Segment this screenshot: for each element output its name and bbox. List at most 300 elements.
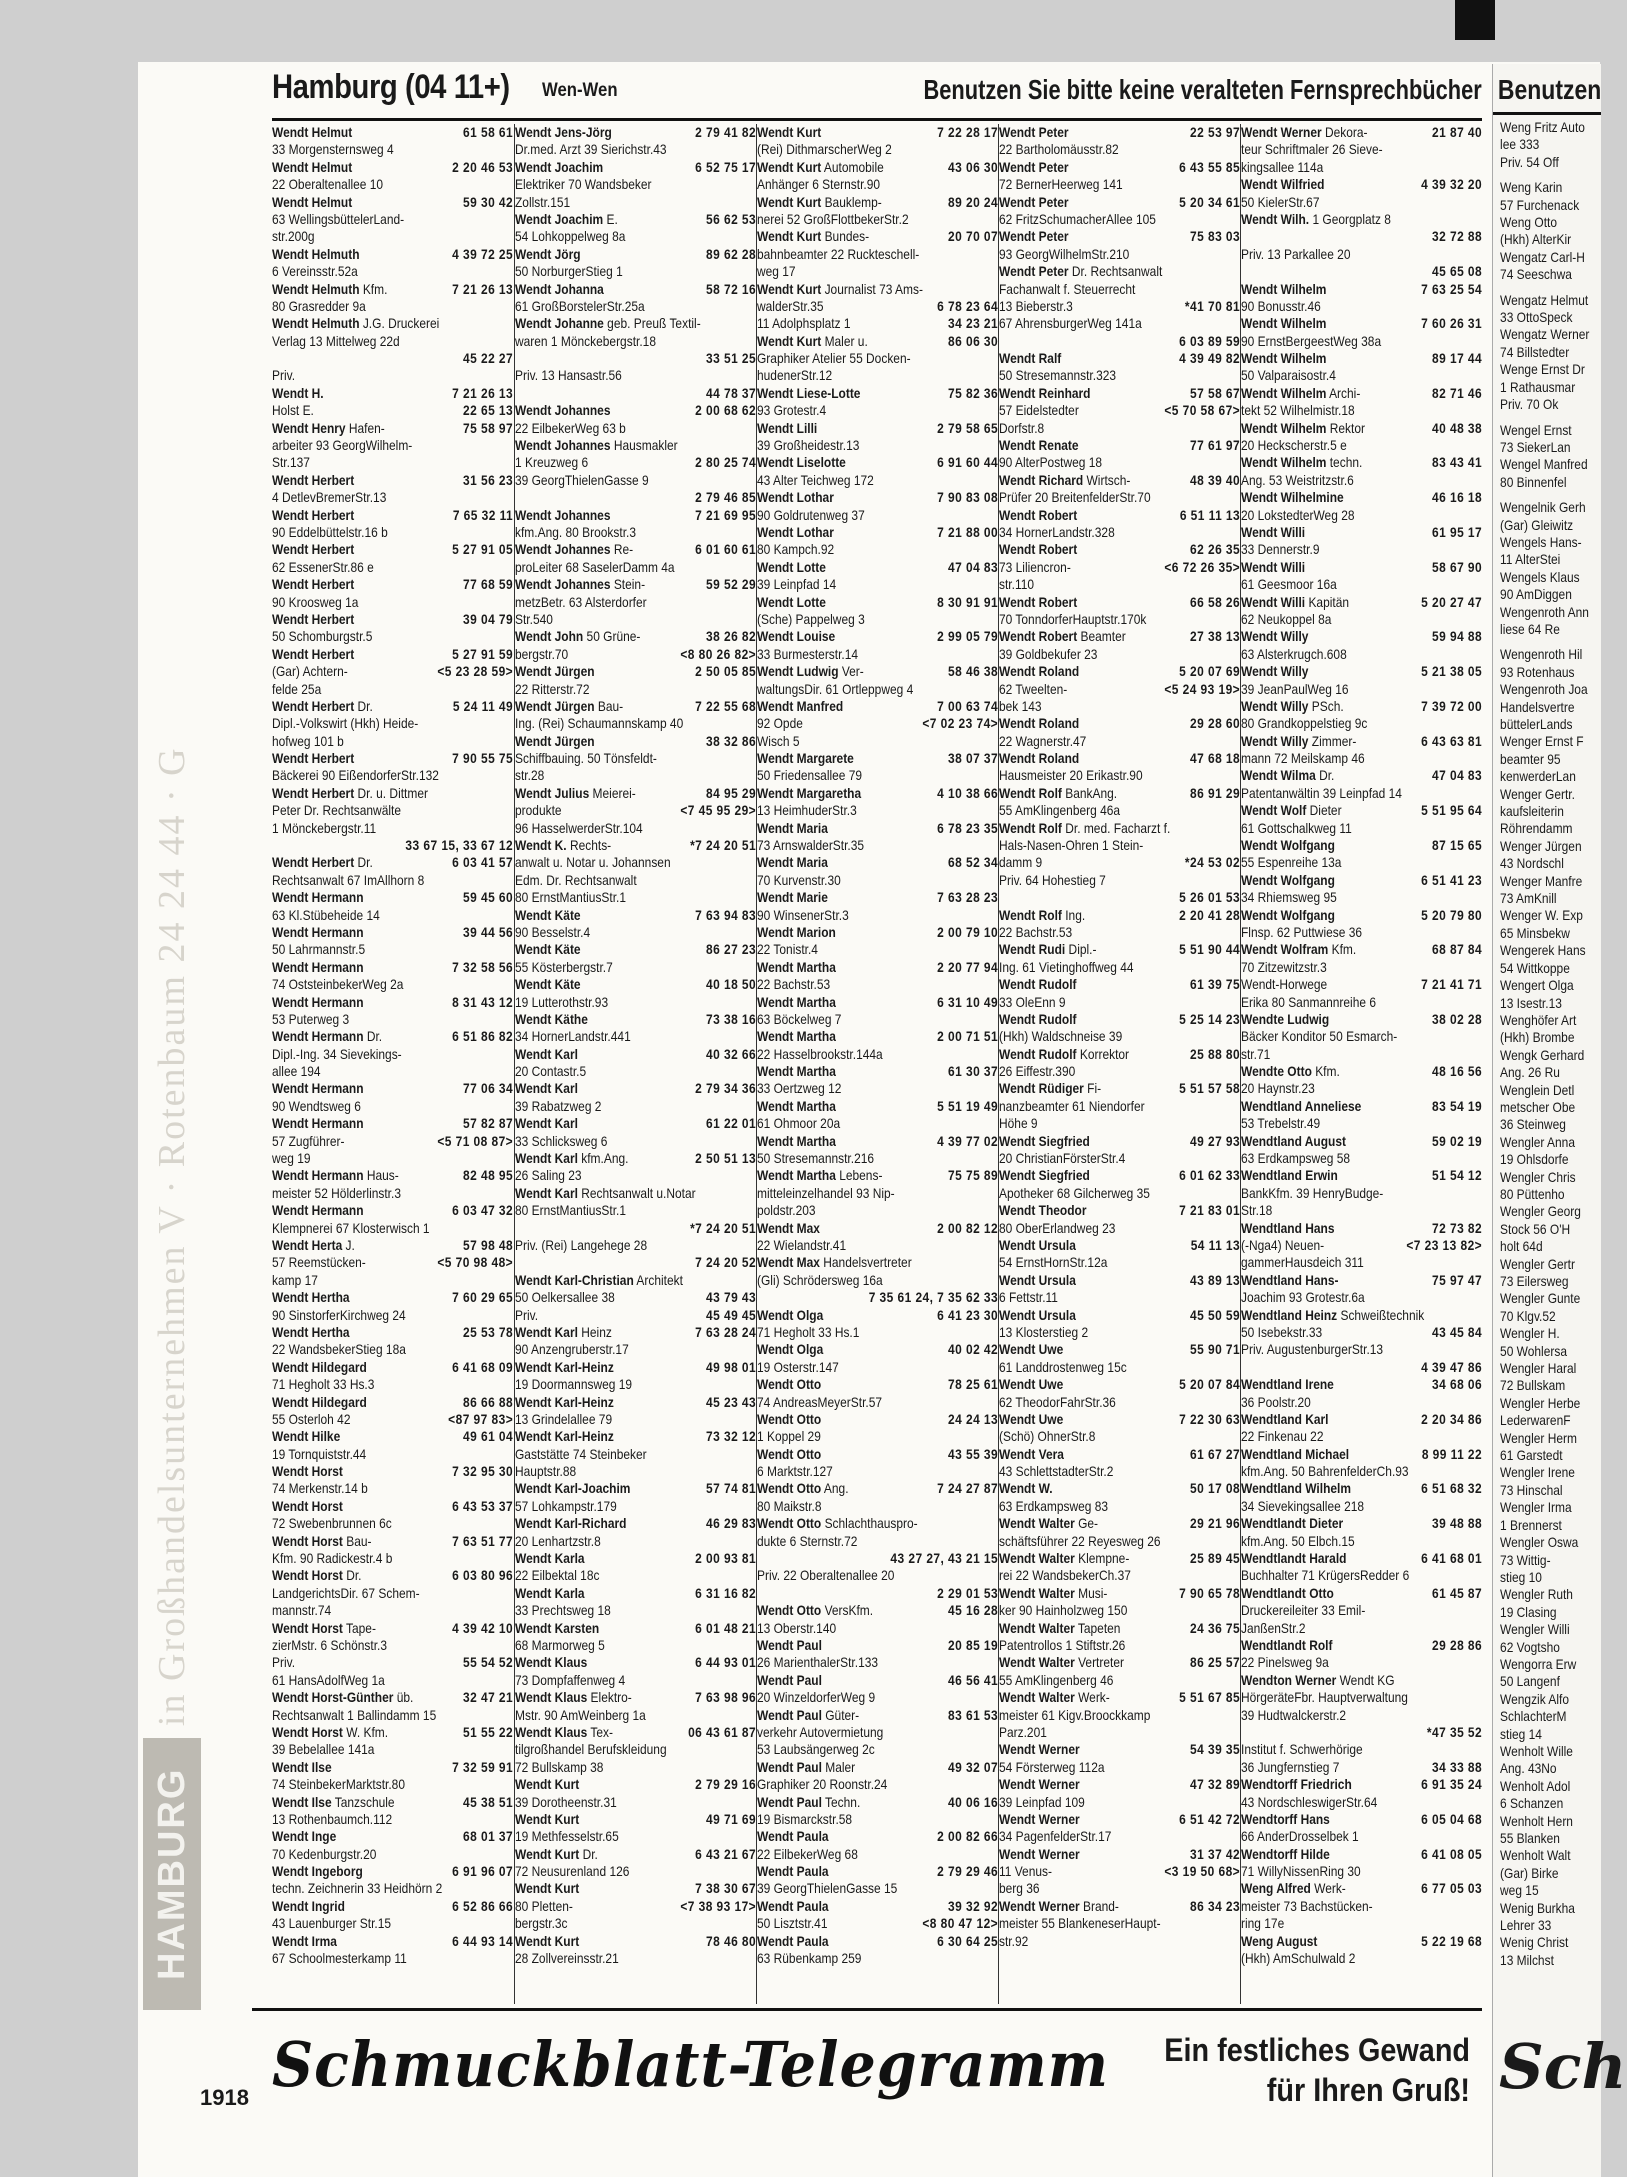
listing-line — [999, 1811, 1240, 1828]
listing-detail: 54 Försterweg 112a — [999, 1759, 1105, 1775]
listing-entry — [999, 1446, 1240, 1481]
listing-detail: (Rei) DithmarscherWeg 2 — [757, 142, 892, 158]
listing-name: Wendt Martha — [757, 959, 836, 975]
next-page-line: Wengler H. — [1500, 1326, 1560, 1342]
phone-number: 84 95 29 — [706, 785, 757, 801]
listing-name: Wendt Kurt Maler u. — [757, 333, 868, 349]
listing-line — [1241, 802, 1482, 819]
listing-name: Wendt Willy PSch. — [1241, 698, 1344, 714]
phone-number: 47 04 83 — [948, 559, 999, 575]
next-page-line: Wengorra Erw — [1500, 1656, 1577, 1672]
listing-entry — [757, 1446, 998, 1481]
listing-entry — [999, 1376, 1240, 1411]
listing-line — [1241, 1411, 1482, 1428]
listing-line — [999, 663, 1240, 680]
listing-line — [515, 1046, 756, 1063]
phone-number: 2 20 41 28 — [1179, 907, 1241, 923]
listing-entry — [272, 1794, 513, 1829]
next-page-line: Wenig Christ — [1500, 1935, 1569, 1951]
listing-detail: HörgeräteFbr. Hauptverwaltung — [1241, 1690, 1408, 1706]
listing-entry — [999, 976, 1240, 1011]
listing-detail: Schiffbauing. 50 Tönsfeldt- — [515, 751, 657, 767]
listing-line — [757, 1515, 998, 1532]
listing-name: Wendt Herbert — [272, 751, 355, 767]
listing-entry — [515, 246, 756, 281]
listing-entry — [757, 1828, 998, 1863]
listing-line — [757, 1220, 998, 1237]
listing-detail: 50 KielerStr.67 — [1241, 194, 1320, 210]
listing-detail: 61 HansAdolfWeg 1a — [272, 1672, 385, 1688]
listing-detail: nanzbeamter 61 Niendorfer — [999, 1098, 1145, 1114]
listing-name: Wendt Willi Kapitän — [1241, 594, 1350, 610]
listing-line — [272, 1080, 513, 1097]
listing-line — [757, 1880, 998, 1897]
next-page-line: Wenger Jürgen — [1500, 838, 1582, 854]
listing-detail: 62 TheodorFahrStr.36 — [999, 1394, 1116, 1410]
listing-name: Wendt Maria — [757, 820, 828, 836]
phone-number: 61 30 37 — [948, 1064, 999, 1080]
listing-detail: Priv. — [272, 368, 296, 384]
listing-name: Wendt Karl kfm.Ang. — [515, 1151, 629, 1167]
listing-entry — [272, 315, 513, 385]
listing-line — [272, 994, 513, 1011]
listing-line — [999, 994, 1240, 1011]
phone-number: 2 00 82 12 — [937, 1220, 999, 1236]
listing-detail: 33 Oertzweg 12 — [757, 1081, 842, 1097]
listing-line — [1241, 1307, 1482, 1324]
listing-line — [999, 367, 1240, 384]
listing-detail: 4 DetlevBremerStr.13 — [272, 490, 387, 506]
listing-detail: 57 Eidelstedter — [999, 403, 1079, 419]
listing-detail: 90 Kroosweg 1a — [272, 594, 359, 610]
listing-name: Wendt Werner — [999, 1742, 1080, 1758]
listing-line — [1241, 402, 1482, 419]
listing-line — [515, 1620, 756, 1637]
listing-name: Wendt Richard Wirtsch- — [999, 472, 1131, 488]
listing-entry — [515, 1150, 756, 1185]
phone-number: 4 39 49 82 — [1179, 351, 1241, 367]
listing-detail: 19 Osterstr.147 — [757, 1359, 839, 1375]
listing-line — [999, 1724, 1240, 1741]
listing-line — [515, 1515, 756, 1532]
listing-detail: 39 Dorotheenstr.31 — [515, 1794, 617, 1810]
phone-number: 5 20 79 80 — [1421, 907, 1483, 923]
listing-line — [1241, 176, 1482, 193]
listing-entry — [757, 889, 998, 924]
phone-number: 39 44 56 — [463, 924, 514, 940]
phone-number: 5 22 19 68 — [1421, 1933, 1483, 1949]
listing-line — [757, 333, 998, 350]
listing-line — [1241, 576, 1482, 593]
phone-number: 40 48 38 — [1432, 420, 1483, 436]
phone-number: 5 51 57 58 — [1179, 1081, 1241, 1097]
listing-line — [515, 315, 756, 332]
listing-detail: Bäckerei 90 EißendorferStr.132 — [272, 768, 439, 784]
listing-detail: 90 Goldrutenweg 37 — [757, 507, 865, 523]
phone-number: 59 02 19 — [1432, 1133, 1483, 1149]
listing-line — [1241, 1515, 1482, 1532]
listing-line — [1241, 350, 1482, 367]
listing-detail: 71 WillyNissenRing 30 — [1241, 1864, 1361, 1880]
listing-detail: 80 ErnstMantiusStr.1 — [515, 890, 627, 906]
next-page-line — [1493, 171, 1588, 179]
listing-line — [515, 507, 756, 524]
listing-name: Wendt Maria — [757, 855, 828, 871]
phone-number: 48 39 40 — [1190, 472, 1241, 488]
listing-detail: 33 Dennerstr.9 — [1241, 542, 1320, 558]
listing-line — [1241, 246, 1482, 263]
listing-line — [757, 1498, 998, 1515]
next-page-line: 54 Wittkoppe — [1500, 960, 1570, 976]
listing-line — [272, 628, 513, 645]
listing-detail: 62 EssenerStr.86 e — [272, 559, 374, 575]
listing-detail: 72 Swebenbrunnen 6c — [272, 1516, 392, 1532]
listing-line — [999, 1063, 1240, 1080]
listing-name: Wendt Peter — [999, 159, 1069, 175]
listing-detail: 72 BernerHeerweg 141 — [999, 177, 1123, 193]
next-page-line: 72 Bullskam — [1500, 1378, 1566, 1394]
listing-line — [757, 750, 998, 767]
listing-entry — [1241, 1220, 1482, 1272]
listing-line — [999, 1046, 1240, 1063]
listing-entry — [515, 733, 756, 785]
listing-name: Wendt Helmuth J.G. Druckerei — [272, 316, 440, 332]
listing-line — [515, 437, 756, 454]
listing-line — [272, 872, 513, 889]
listing-line — [1241, 628, 1482, 645]
listing-entry — [515, 1115, 756, 1150]
listing-entry — [272, 1724, 513, 1759]
listing-entry — [1241, 315, 1482, 350]
phone-number: 2 20 77 94 — [937, 959, 999, 975]
listing-line — [515, 402, 756, 419]
listing-entry — [272, 541, 513, 576]
listing-detail: 50 Lisztstr.41 — [757, 1916, 828, 1932]
listing-entry — [515, 1394, 756, 1429]
next-page-line: 80 Püttenho — [1500, 1186, 1565, 1202]
listing-line — [757, 141, 998, 158]
listing-detail: Priv. AugustenburgerStr.13 — [1241, 1342, 1384, 1358]
phone-number: 25 53 78 — [463, 1324, 514, 1340]
listing-line — [1241, 1289, 1482, 1306]
next-page-line: 43 Nordschl — [1500, 856, 1564, 872]
listing-name: Wendt Kurt Automobile — [757, 159, 884, 175]
listing-name: Wendt Ingeborg — [272, 1864, 363, 1880]
listing-name: Wendt Hertha — [272, 1290, 350, 1306]
phone-number: 4 39 32 20 — [1421, 177, 1483, 193]
listing-name: Wendt Peter — [999, 125, 1069, 140]
listing-line — [999, 1915, 1240, 1932]
phone-number: 83 54 19 — [1432, 1098, 1483, 1114]
listing-line — [272, 1428, 513, 1445]
listing-name: Wendt Ursula — [999, 1307, 1076, 1323]
phone-number: 61 22 01 — [706, 1116, 757, 1132]
listing-line — [272, 1324, 513, 1341]
listing-entry — [999, 1515, 1240, 1550]
listing-line — [515, 281, 756, 298]
phone-number: 8 30 91 91 — [937, 594, 999, 610]
listing-name: Wendt Johannes — [515, 507, 611, 523]
listing-detail: 70 Kedenburgstr.20 — [272, 1846, 377, 1862]
listing-detail: Erika 80 Sanmannreihe 6 — [1241, 994, 1376, 1010]
listing-detail: 93 GeorgWilhelmStr.210 — [999, 246, 1130, 262]
listing-detail: Dipl.-Volkswirt (Hkh) Heide- — [272, 716, 419, 732]
phone-number: 68 52 34 — [948, 855, 999, 871]
listing-line — [1241, 1046, 1482, 1063]
listing-name: Wendt Wolfgang — [1241, 907, 1335, 923]
listing-line — [999, 594, 1240, 611]
listing-entry — [272, 1359, 513, 1394]
listing-name: Wendt John 50 Grüne- — [515, 629, 641, 645]
phone-number: 7 24 20 52 — [695, 1255, 757, 1271]
listing-line — [272, 489, 513, 506]
listing-line — [515, 1167, 756, 1184]
phone-number: 29 28 60 — [1190, 716, 1241, 732]
listing-line — [515, 715, 756, 732]
listing-name: Wendt Kurt Journalist 73 Ams- — [757, 281, 923, 297]
listing-line — [757, 489, 998, 506]
listing-entry — [515, 124, 756, 159]
listing-detail: zierMstr. 6 Schönstr.3 — [272, 1637, 388, 1653]
listing-line — [515, 1724, 756, 1741]
listing-entry — [1241, 1933, 1482, 1968]
listing-entry — [999, 1202, 1240, 1237]
phone-number: 6 41 68 01 — [1421, 1551, 1483, 1567]
listing-entry — [515, 1324, 756, 1359]
listing-detail: 90 ErnstBergeestWeg 38a — [1241, 333, 1382, 349]
listing-line — [515, 141, 756, 158]
phone-number: 2 79 29 46 — [937, 1864, 999, 1880]
listing-detail: 80 OberErlandweg 23 — [999, 1220, 1116, 1236]
listing-detail: 34 Rhiemsweg 95 — [1241, 890, 1337, 906]
listing-entry — [999, 750, 1240, 785]
listing-detail: 80 ErnstMantiusStr.1 — [515, 1203, 627, 1219]
listing-detail: 80 Grasredder 9a — [272, 298, 366, 314]
listing-name: Wendt Kurt Dr. — [515, 1846, 598, 1862]
listing-line — [757, 1046, 998, 1063]
listing-entry — [272, 1324, 513, 1359]
next-page-ad: Sch — [1499, 2030, 1627, 2103]
listing-entry — [999, 1080, 1240, 1132]
listing-line — [515, 1011, 756, 1028]
listing-entry — [515, 507, 756, 542]
phone-number: 4 10 38 66 — [937, 785, 999, 801]
listing-entry — [272, 246, 513, 281]
listing-detail: allee 194 — [272, 1064, 321, 1080]
listing-line — [999, 1220, 1240, 1237]
listing-line — [757, 1602, 998, 1619]
next-page-line: 13 Milchst — [1500, 1952, 1554, 1968]
listing-name: Wendt Hermann — [272, 959, 364, 975]
listing-line — [999, 1150, 1240, 1167]
next-page-line: Wengler Willi — [1500, 1622, 1570, 1638]
listing-line — [1241, 907, 1482, 924]
listing-detail: meister 55 BlankeneserHaupt- — [999, 1916, 1161, 1932]
next-page-line: Wengler Herm — [1500, 1430, 1577, 1446]
listing-name: Wendte Ludwig — [1241, 1011, 1330, 1027]
listing-entry — [1241, 420, 1482, 455]
listing-line — [515, 1828, 756, 1845]
listing-name: Wendt Uwe — [999, 1342, 1064, 1358]
listing-line — [757, 715, 998, 732]
listing-detail: verkehr Autovermietung — [757, 1724, 884, 1740]
listing-line — [757, 1898, 998, 1915]
listing-line — [272, 976, 513, 993]
listing-name: Wendt Kurt — [515, 1881, 580, 1897]
listing-entry — [272, 750, 513, 785]
listing-line — [272, 698, 513, 715]
listing-line — [515, 1272, 756, 1289]
listing-line — [999, 976, 1240, 993]
phone-number: 5 20 27 47 — [1421, 594, 1483, 610]
listing-line — [999, 1098, 1240, 1115]
listing-name: Wendt Herbert — [272, 611, 355, 627]
listing-line — [999, 1254, 1240, 1271]
listing-line — [272, 715, 513, 732]
listing-entry — [757, 820, 998, 855]
phone-number: 2 00 79 10 — [937, 924, 999, 940]
listing-detail: Ing. (Rei) Schaumannskamp 40 — [515, 716, 684, 732]
listing-line — [757, 1185, 998, 1202]
listing-detail: 70 Kurvenstr.30 — [757, 872, 841, 888]
listing-detail: Hausmeister 20 Erikastr.90 — [999, 768, 1143, 784]
listing-line — [515, 576, 756, 593]
listing-line — [757, 1359, 998, 1376]
phone-number: 61 67 27 — [1190, 1446, 1241, 1462]
listing-detail: Patentrollos 1 Stiftstr.26 — [999, 1637, 1126, 1653]
listing-entry — [515, 1724, 756, 1776]
listing-entry — [999, 1776, 1240, 1811]
next-page-line: 1 Rathausmar — [1500, 379, 1576, 395]
listing-line — [757, 228, 998, 245]
listing-detail: Priv. 64 Hohestieg 7 — [999, 872, 1106, 888]
listing-detail: 13 Klosterstieg 2 — [999, 1324, 1089, 1340]
listing-detail: 22 Finkenau 22 — [1241, 1429, 1324, 1445]
next-page-line: (Gar) Birke — [1500, 1865, 1559, 1881]
listing-detail: str.200g — [272, 229, 315, 245]
listing-name: Wendt Werner — [999, 1777, 1080, 1793]
next-page-line: 90 AmDiggen — [1500, 587, 1572, 603]
listing-line — [999, 1359, 1240, 1376]
listing-detail: Priv. 22 Oberaltenallee 20 — [757, 1568, 895, 1584]
listing-name: Wendt Werner — [999, 1811, 1080, 1827]
phone-number: 78 46 80 — [706, 1933, 757, 1949]
listing-detail: Priv. 13 Parkallee 20 — [1241, 246, 1351, 262]
listing-detail: weg 17 — [757, 264, 796, 280]
listing-line — [757, 367, 998, 384]
listing-line — [272, 1272, 513, 1289]
listing-entry — [999, 159, 1240, 194]
phone-number: 83 61 53 — [948, 1707, 999, 1723]
listing-name: Wendt Walter Vertreter — [999, 1655, 1124, 1671]
listing-line — [999, 854, 1240, 871]
listing-line — [999, 1933, 1240, 1950]
listing-detail: 62 Neukoppel 8a — [1241, 611, 1332, 627]
listing-entry — [1241, 489, 1482, 524]
listing-line — [999, 1602, 1240, 1619]
listing-name: Wendt Rolf Dr. med. Facharzt f. — [999, 820, 1171, 836]
listing-name: Wendt Herbert — [272, 472, 355, 488]
phone-number: 7 63 28 24 — [695, 1324, 757, 1340]
listing-line — [272, 802, 513, 819]
listing-line — [272, 1289, 513, 1306]
listing-detail: meister 61 Kigv.Broockkamp — [999, 1707, 1151, 1723]
next-page-line: 11 AlterStei — [1500, 552, 1561, 568]
next-page-line: Wenholt Wille — [1500, 1743, 1573, 1759]
listing-entry — [757, 1411, 998, 1446]
phone-number: 43 27 27, 43 21 15 — [890, 1551, 999, 1567]
phone-number: 59 94 88 — [1432, 629, 1483, 645]
listing-name: Wendt Karl — [515, 1046, 578, 1062]
listing-entry — [1241, 628, 1482, 663]
phone-number: 7 21 41 71 — [1421, 977, 1483, 993]
listing-name: Wendt Olga — [757, 1307, 824, 1323]
listing-entry — [515, 437, 756, 507]
phone-number: 58 72 16 — [706, 281, 757, 297]
listing-line — [999, 646, 1240, 663]
listing-line — [1241, 1811, 1482, 1828]
phone-number: 47 04 83 — [1432, 768, 1483, 784]
listing-entry — [272, 194, 513, 246]
listing-detail: bergstr.3c — [515, 1916, 568, 1932]
phone-number: 86 66 88 — [463, 1394, 514, 1410]
listing-line — [1241, 1898, 1482, 1915]
listing-detail: rei 22 WandsbekerCh.37 — [999, 1568, 1131, 1584]
listing-name: Wendt Hilke — [272, 1429, 341, 1445]
listing-detail: Graphiker 20 Roonstr.24 — [757, 1777, 888, 1793]
next-page-line: lee 333 — [1500, 137, 1540, 153]
listing-detail: str.71 — [1241, 1046, 1271, 1062]
listing-line — [999, 246, 1240, 263]
listing-entry — [757, 228, 998, 280]
listing-entry — [757, 785, 998, 820]
listing-detail: 39 Bebelallee 141a — [272, 1742, 375, 1758]
listing-entry — [757, 124, 998, 159]
listing-entry — [1241, 1307, 1482, 1377]
listing-detail: 90 Eddelbüttelstr.16 b — [272, 524, 388, 540]
listing-detail: 33 Prechtsweg 18 — [515, 1603, 611, 1619]
listing-detail: 63 Alsterkrugch.608 — [1241, 646, 1347, 662]
listing-line — [1241, 333, 1482, 350]
phone-number: 7 60 26 31 — [1421, 316, 1483, 332]
listing-entry — [999, 1811, 1240, 1846]
next-page-line: Wengler Gertr — [1500, 1256, 1575, 1272]
listing-entry — [999, 1167, 1240, 1202]
listing-name: Wendt Walter Klempne- — [999, 1551, 1130, 1567]
listing-line — [1241, 367, 1482, 384]
phone-number: 77 06 34 — [463, 1081, 514, 1097]
phone-number: 6 30 64 25 — [937, 1933, 999, 1949]
listing-line — [757, 1289, 998, 1306]
listing-name: Wendt Rolf Ing. — [999, 907, 1086, 923]
listing-entry — [272, 611, 513, 646]
listing-detail: felde 25a — [272, 681, 322, 697]
listing-entry — [999, 1237, 1240, 1272]
listing-line — [515, 1150, 756, 1167]
listing-name: Wendt Ilse Tanzschule — [272, 1794, 395, 1810]
listing-detail: 13 Oberstr.140 — [757, 1620, 837, 1636]
listing-line — [515, 1289, 756, 1306]
listing-line — [272, 402, 513, 419]
listing-detail: 43 SchlettstadterStr.2 — [999, 1464, 1114, 1480]
listing-name: Wendt Rudi Dipl.- — [999, 942, 1097, 958]
listing-detail: 62 FritzSchumacherAllee 105 — [999, 211, 1156, 227]
next-page-lines — [1493, 119, 1601, 1969]
listing-line — [1241, 1915, 1482, 1932]
listing-line — [272, 1602, 513, 1619]
listing-line — [999, 1898, 1240, 1915]
listing-line — [272, 1811, 513, 1828]
